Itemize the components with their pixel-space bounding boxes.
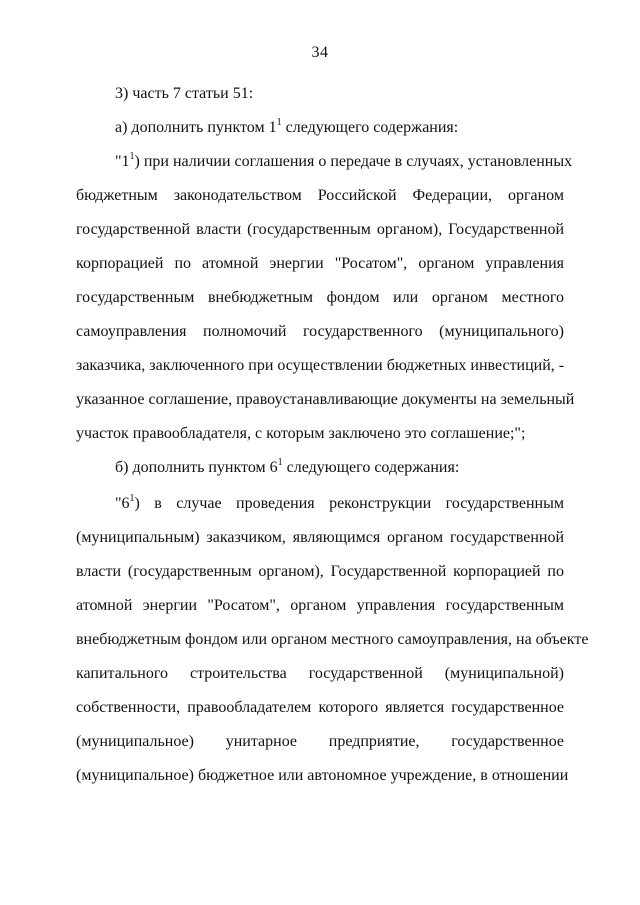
paragraph-line: корпорацией по атомной энергии "Росатом", органом управления	[76, 255, 564, 272]
paragraph-line: собственности, правообладателем которого является государственное	[76, 699, 564, 716]
paragraph-line: "$1^1$) при наличии соглашения о передаче в случаях, установленных	[115, 150, 573, 170]
paragraph-line: (муниципальное) унитарное предприятие, государственное	[76, 733, 564, 750]
paragraph-line: бюджетным законодательством Российской Федерации, органом	[76, 187, 564, 204]
page-number: 34	[311, 44, 329, 61]
paragraph-line: атомной энергии "Росатом", органом управления государственным	[76, 597, 564, 614]
paragraph-line: внебюджетным фондом или органом местного самоуправления, на объекте	[76, 631, 589, 648]
paragraph-line: государственной власти (государственным органом), Государственной	[76, 221, 564, 238]
paragraph-line: самоуправления полномочий государственного (муниципального)	[76, 323, 564, 340]
paragraph-line: указанное соглашение, правоустанавливающие документы на земельный	[76, 391, 575, 408]
paragraph-line: (муниципальное) бюджетное или автономное учреждение, в отношении	[76, 767, 569, 784]
paragraph-line: власти (государственным органом), Государственной корпорацией по	[76, 563, 564, 580]
subclause-a-heading: а) дополнить пунктом $1^1$ следующего содержания:	[115, 116, 459, 136]
paragraph-line: (муниципальным) заказчиком, являющимся органом государственной	[76, 529, 564, 546]
paragraph-line: участок правообладателя, с которым заключено это соглашение;";	[76, 425, 526, 442]
paragraph-line: капитального строительства государственной (муниципальной)	[76, 665, 564, 682]
subclause-b-heading: б) дополнить пунктом $6^1$ следующего содержания:	[115, 456, 460, 476]
paragraph-line: заказчика, заключенного при осуществлении бюджетных инвестиций, -	[76, 357, 565, 374]
paragraph-line: государственным внебюджетным фондом или органом местного	[76, 289, 564, 306]
clause-heading: 3) часть 7 статьи 51:	[115, 85, 254, 102]
paragraph-line: "$6^1$) в случае проведения реконструкции государственным	[115, 492, 564, 512]
